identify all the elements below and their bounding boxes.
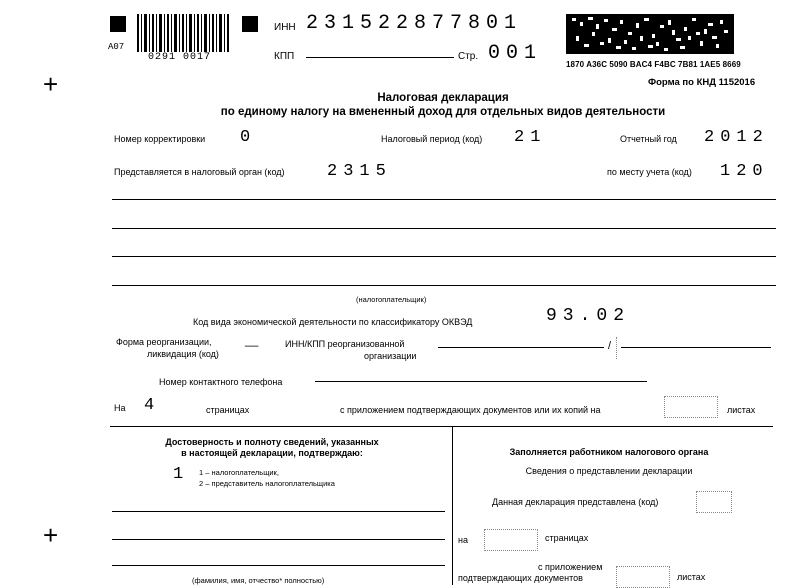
office-appendix-line1: с приложением [538,562,603,572]
barcode-form-code: А07 [108,42,125,52]
title-line1: Налоговая декларация [377,92,509,104]
corner-marker-right [242,16,258,32]
pages-value[interactable]: 4 [144,396,161,415]
report-year-label: Отчетный год [620,134,677,144]
corner-marker-left [110,16,126,32]
kpp-line [306,57,454,58]
tax-period-label: Налоговый период (код) [381,134,483,144]
reorg-slash-box [616,337,620,359]
reorg-code-dash[interactable]: __ [245,333,259,347]
confirm-title-line2: в настоящей декларации, подтверждаю: [181,448,363,458]
okved-label: Код вида экономической деятельности по классификатору ОКВЭД [193,317,473,327]
reorg-label-line2: ликвидация (код) [147,349,219,359]
appendix-sheets-box[interactable] [664,396,718,418]
reorg-label-line1: Форма реорганизации, [116,337,212,347]
appendix-label: с приложением подтверждающих документов или их копий на [340,405,601,415]
crop-mark-top: + [43,69,59,99]
page-value: 001 [488,42,543,65]
tax-authority-label: Представляется в налоговый орган (код) [114,167,285,177]
crop-mark-bottom: + [43,520,59,550]
report-year-value[interactable]: 2012 [704,128,769,147]
inn-value: 231522877801 [306,12,523,35]
tax-period-value[interactable]: 21 [514,128,547,147]
lower-block-top-line [110,426,773,427]
confirm-option1: 1 – налогоплательщик, [199,468,279,477]
office-pages-label: страницах [545,533,589,543]
pages-prefix: На [114,403,126,413]
taxpayer-line-2 [112,228,776,229]
okved-value[interactable]: 93.02 [546,306,631,326]
reorg-inn-kpp-line2: организации [364,351,417,361]
office-pages-box[interactable] [484,529,538,551]
submitted-label: Данная декларация представлена (код) [492,497,659,507]
reorg-inn-kpp-line1: ИНН/КПП реорганизованной [285,339,405,349]
office-sheets-label: листах [677,572,706,582]
phone-line [315,381,647,382]
confirm-value[interactable]: 1 [173,465,190,484]
pages-label: страницах [206,405,250,415]
location-value[interactable]: 120 [720,162,769,181]
taxpayer-line-3 [112,256,776,257]
phone-label: Номер контактного телефона [159,377,283,387]
taxpayer-line-1 [112,199,776,200]
qr-code-text: 1870 A36C 5090 BAC4 F4BC 7B81 1AE5 8669 [566,60,741,69]
inn-label: ИНН [274,22,296,33]
correction-value[interactable]: 0 [240,128,257,147]
qr-code [566,14,734,54]
tax-office-subtitle: Сведения о представлении декларации [525,466,693,476]
reorg-kpp-line [621,347,771,348]
page-label: Стр. [458,51,479,62]
correction-label: Номер корректировки [114,134,206,144]
fio-line-2 [112,539,445,540]
confirm-option2: 2 – представитель налогоплательщика [199,479,335,488]
sheets-label: листах [727,405,756,415]
tax-office-title: Заполняется работником налогового органа [509,447,709,457]
submitted-code-box[interactable] [696,491,732,513]
barcode [137,14,229,52]
confirm-title-line1: Достоверность и полноту сведений, указанных [165,437,379,447]
fio-line-1 [112,511,445,512]
on-label: на [458,535,468,545]
reorg-inn-line [438,347,604,348]
reorg-slash: / [608,340,612,352]
taxpayer-line-4 [112,285,776,286]
kpp-label: КПП [274,51,295,62]
tax-authority-value[interactable]: 2315 [327,162,392,181]
office-appendix-line2: подтверждающих документов [458,573,583,583]
barcode-digits: 0291 0017 [148,52,212,63]
fio-caption: (фамилия, имя, отчество* полностью) [192,576,325,585]
title-line2: по единому налогу на вмененный доход для отдельных видов деятельности [220,106,666,118]
form-knd: Форма по КНД 1152016 [648,77,756,88]
taxpayer-caption: (налогоплательщик) [356,295,427,304]
fio-line-3 [112,565,445,566]
location-label: по месту учета (код) [607,167,692,177]
